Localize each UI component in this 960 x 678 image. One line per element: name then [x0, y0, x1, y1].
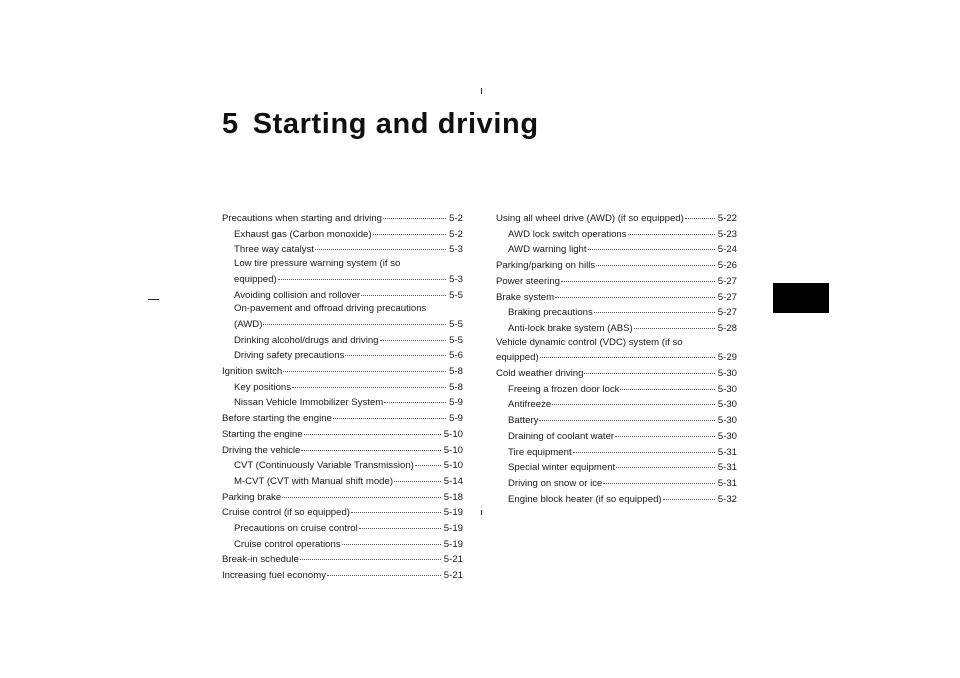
toc-entry-title: Driving the vehicle: [222, 444, 301, 456]
dot-leader: [588, 239, 715, 250]
dot-leader: [300, 549, 441, 560]
toc-page-number: 5-31: [717, 462, 737, 474]
dot-leader: [594, 302, 715, 313]
toc-entry-title: Engine block heater (if so equipped): [508, 493, 662, 505]
toc-entry-title: Precautions when starting and driving: [222, 213, 382, 224]
toc-page-number: 5-32: [717, 493, 737, 505]
crop-mark-top: [481, 88, 482, 94]
dot-leader: [351, 502, 441, 513]
dot-leader: [380, 330, 447, 341]
dot-leader: [615, 426, 715, 437]
toc-entry-title: Draining of coolant water: [508, 430, 615, 442]
chapter-number: 5: [222, 108, 239, 140]
dot-leader: [373, 224, 447, 235]
toc-page-number: 5-30: [717, 399, 737, 411]
toc-page-number: 5-10: [443, 460, 463, 472]
toc-page-number: 5-3: [449, 273, 463, 285]
toc-entry[interactable]: [222, 257, 463, 286]
toc-page-number: 5-30: [717, 415, 737, 427]
dot-leader: [616, 457, 715, 468]
toc-page-number: 5-18: [443, 491, 463, 503]
toc-page-number: 5-19: [443, 538, 463, 550]
chapter-heading: [222, 108, 539, 141]
dot-leader: [628, 224, 715, 235]
toc-entry-title: Anti-lock brake system (ABS): [508, 322, 633, 334]
toc-entry-title: CVT (Continuously Variable Transmission): [234, 460, 414, 472]
toc-page-number: 5-22: [717, 213, 737, 224]
toc-entry-title: AWD lock switch operations: [508, 228, 627, 240]
toc-entry-title: Power steering: [496, 275, 560, 287]
toc-entry-title: AWD warning light: [508, 244, 587, 256]
dot-leader: [304, 424, 441, 435]
toc-entry-title: Brake system: [496, 291, 555, 303]
toc-entry[interactable]: [222, 287, 463, 303]
dot-leader: [301, 440, 440, 451]
dot-leader: [394, 471, 441, 482]
toc-entry-title-continued: (AWD): [234, 318, 263, 330]
dot-leader: [539, 410, 714, 421]
chapter-title: Starting and driving: [252, 108, 539, 140]
crop-mark-bottom: [481, 510, 482, 515]
toc-entry-title: Three way catalyst: [234, 244, 314, 256]
dot-leader: [555, 287, 715, 298]
dot-leader: [573, 442, 715, 453]
toc-entry-title: Tire equipment: [508, 446, 572, 458]
dot-leader: [333, 408, 446, 419]
dot-leader: [292, 377, 446, 388]
toc-page-number: 5-5: [449, 334, 463, 346]
toc-page-number: 5-28: [717, 322, 737, 334]
toc-page-number: 5-3: [449, 244, 463, 256]
dot-leader: [361, 285, 446, 296]
dot-leader: [634, 318, 715, 329]
toc-page-number: 5-30: [717, 368, 737, 380]
dot-leader: [620, 379, 714, 390]
toc-page-number: 5-8: [449, 381, 463, 393]
toc-entry-title: Braking precautions: [508, 307, 593, 319]
toc-entry-title: Key positions: [234, 381, 292, 393]
toc-entry[interactable]: [222, 567, 463, 583]
toc-column-left: [222, 210, 463, 583]
dot-leader: [327, 565, 441, 576]
dot-leader: [282, 487, 441, 498]
toc-page-number: 5-19: [443, 523, 463, 535]
toc-column-right: [496, 210, 737, 506]
dot-leader: [278, 269, 446, 280]
toc-page-number: 5-6: [449, 350, 463, 362]
toc-page-number: 5-31: [717, 477, 737, 489]
toc-page-number: 5-29: [717, 352, 737, 364]
toc-page-number: 5-30: [717, 430, 737, 442]
toc-entry-title: Starting the engine: [222, 428, 303, 440]
dot-leader: [596, 255, 715, 266]
dot-leader: [663, 489, 715, 500]
crop-mark-left: [148, 299, 159, 300]
toc-entry-title: Antifreeze: [508, 399, 552, 411]
toc-page-number: 5-5: [449, 318, 463, 330]
toc-entry-title: Precautions on cruise control: [234, 523, 358, 535]
toc-entry-title: Exhaust gas (Carbon monoxide): [234, 228, 372, 240]
toc-entry-title-continued: equipped): [496, 352, 539, 364]
toc-entry[interactable]: [496, 491, 737, 507]
dot-leader: [584, 363, 714, 374]
toc-entry-title: Cold weather driving: [496, 368, 584, 380]
toc-entry-title-continued: equipped): [234, 273, 277, 285]
toc-entry-title: Battery: [508, 415, 539, 427]
toc-page-number: 5-9: [449, 413, 463, 425]
toc-entry-title: Ignition switch: [222, 366, 283, 378]
toc-entry-title: Parking/parking on hills: [496, 260, 596, 272]
toc-page-number: 5-9: [449, 397, 463, 409]
toc-page-number: 5-2: [449, 213, 463, 224]
toc-entry-title: Using all wheel drive (AWD) (if so equipped): [496, 213, 684, 224]
toc-page-number: 5-27: [717, 291, 737, 303]
toc-entry-title: Freeing a frozen door lock: [508, 383, 620, 395]
dot-leader: [603, 473, 714, 484]
dot-leader: [383, 208, 446, 219]
toc-entry-title: Parking brake: [222, 491, 282, 503]
toc-entry-title: On-pavement and offroad driving precautions: [234, 303, 427, 315]
dot-leader: [685, 208, 715, 219]
toc-page-number: 5-10: [443, 444, 463, 456]
dot-leader: [359, 518, 441, 529]
dot-leader: [384, 392, 446, 403]
toc-page-number: 5-14: [443, 475, 463, 487]
dot-leader: [342, 534, 441, 545]
dot-leader: [561, 271, 715, 282]
toc-page-number: 5-27: [717, 307, 737, 319]
toc-entry-title: Driving on snow or ice: [508, 477, 603, 489]
dot-leader: [415, 455, 441, 466]
toc-entry-title: M-CVT (CVT with Manual shift mode): [234, 475, 394, 487]
toc-entry[interactable]: [222, 241, 463, 257]
toc-page-number: 5-10: [443, 428, 463, 440]
toc-entry-title: Cruise control (if so equipped): [222, 507, 350, 519]
toc-page-number: 5-8: [449, 366, 463, 378]
chapter-tab: [773, 283, 829, 313]
toc-page-number: 5-21: [443, 554, 463, 566]
dot-leader: [263, 314, 446, 325]
toc-page-number: 5-27: [717, 275, 737, 287]
toc-page-number: 5-2: [449, 228, 463, 240]
toc-entry[interactable]: [496, 336, 737, 365]
toc-entry-title: Cruise control operations: [234, 538, 341, 550]
toc-entry-title: Drinking alcohol/drugs and driving: [234, 334, 379, 346]
toc-page-number: 5-19: [443, 507, 463, 519]
toc-entry-title: Driving safety precautions: [234, 350, 345, 362]
toc-entry-title: Break-in schedule: [222, 554, 299, 566]
toc-page-number: 5-5: [449, 289, 463, 301]
toc-entry-title: Increasing fuel economy: [222, 570, 326, 582]
toc-entry[interactable]: [496, 320, 737, 336]
dot-leader: [283, 361, 446, 372]
toc-page-number: 5-21: [443, 570, 463, 582]
toc-page-number: 5-23: [717, 228, 737, 240]
toc-entry-title: Nissan Vehicle Immobilizer System: [234, 397, 384, 409]
toc-entry-title: Vehicle dynamic control (VDC) system (if so: [496, 336, 683, 348]
toc-page-number: 5-24: [717, 244, 737, 256]
dot-leader: [552, 394, 715, 405]
toc-entry-title: Avoiding collision and rollover: [234, 289, 361, 301]
dot-leader: [540, 347, 715, 358]
toc-entry-title: Low tire pressure warning system (if so: [234, 258, 401, 270]
dot-leader: [345, 345, 446, 356]
toc-page-number: 5-31: [717, 446, 737, 458]
toc-entry[interactable]: [222, 302, 463, 331]
toc-entry-title: Special winter equipment: [508, 462, 616, 474]
toc-page-number: 5-26: [717, 260, 737, 272]
toc-entry-title: Before starting the engine: [222, 413, 332, 425]
toc-page-number: 5-30: [717, 383, 737, 395]
dot-leader: [315, 239, 446, 250]
